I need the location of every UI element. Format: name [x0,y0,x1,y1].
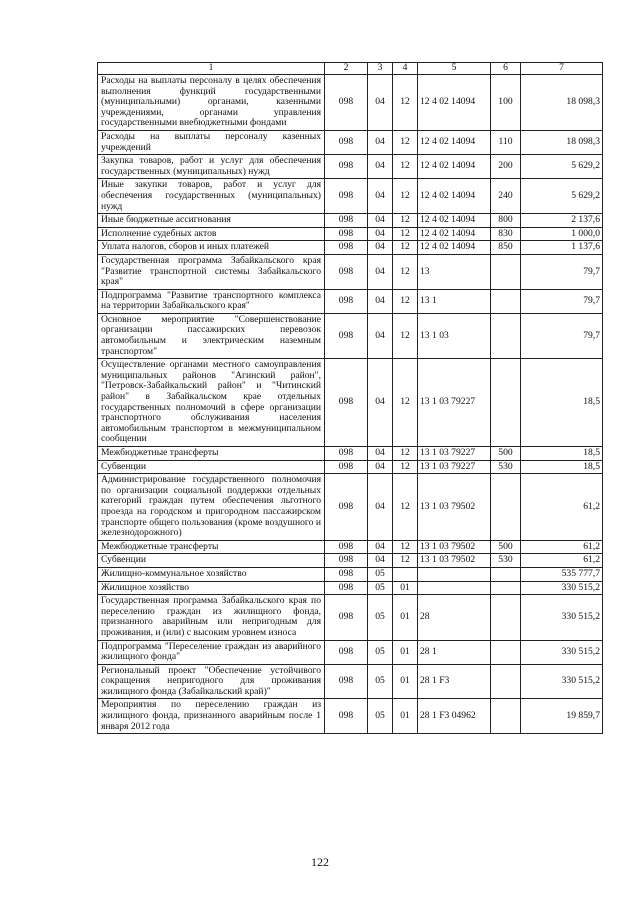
subsection-code-cell: 12 [393,359,418,447]
subsection-code-cell: 12 [393,540,418,554]
expense-type-cell [491,254,521,289]
ministry-code-cell: 098 [325,554,368,568]
subsection-code-cell: 12 [393,254,418,289]
row-name-cell: Мероприятия по переселению граждан из жилищного фонда, признанного аварийным после 1 января 2012 года [98,699,325,734]
expense-type-cell: 240 [491,179,521,214]
subsection-code-cell: 12 [393,447,418,461]
subsection-code-cell: 12 [393,130,418,154]
expense-type-cell: 200 [491,155,521,179]
ministry-code-cell: 098 [325,447,368,461]
target-article-cell: 13 1 03 79227 [418,460,491,474]
expense-type-cell [491,699,521,734]
table-row [98,447,603,461]
expense-type-cell: 110 [491,130,521,154]
column-header: 6 [491,63,521,75]
ministry-code-cell: 098 [325,179,368,214]
row-name-cell: Жилищно-коммунальное хозяйство [98,567,325,581]
section-code-cell: 04 [368,313,393,358]
ministry-code-cell: 098 [325,75,368,131]
amount-cell: 79,7 [521,313,603,358]
expense-type-cell [491,567,521,581]
row-name-cell: Основное мероприятие "Совершенствование организации пассажирских перевозок автомобильным и электрическим наземным транспортом" [98,313,325,358]
table-row [98,75,603,131]
section-code-cell: 04 [368,474,393,541]
table-row [98,460,603,474]
subsection-code-cell: 12 [393,313,418,358]
target-article-cell: 12 4 02 14094 [418,130,491,154]
ministry-code-cell: 098 [325,460,368,474]
target-article-cell: 13 1 [418,289,491,313]
row-name-cell: Субвенции [98,460,325,474]
table-row [98,554,603,568]
expense-type-cell [491,595,521,640]
expense-type-cell [491,640,521,664]
target-article-cell [418,567,491,581]
target-article-cell: 12 4 02 14094 [418,75,491,131]
table-row [98,359,603,447]
target-article-cell: 13 1 03 79227 [418,447,491,461]
row-name-cell: Региональный проект "Обеспечение устойчивого сокращения непригодного для проживания жилищного фонда (Забайкальский край)" [98,664,325,699]
table-row [98,155,603,179]
section-code-cell: 04 [368,155,393,179]
ministry-code-cell: 098 [325,227,368,241]
table-row [98,540,603,554]
target-article-cell: 28 [418,595,491,640]
row-name-cell: Государственная программа Забайкальского края "Развитие транспортной системы Забайкальского края" [98,254,325,289]
table-row [98,179,603,214]
amount-cell: 61,2 [521,474,603,541]
ministry-code-cell: 098 [325,313,368,358]
ministry-code-cell: 098 [325,699,368,734]
row-name-cell: Жилищное хозяйство [98,581,325,595]
subsection-code-cell: 12 [393,289,418,313]
subsection-code-cell: 12 [393,227,418,241]
target-article-cell: 28 1 F3 [418,664,491,699]
target-article-cell: 13 1 03 [418,313,491,358]
column-header: 5 [418,63,491,75]
section-code-cell: 04 [368,359,393,447]
ministry-code-cell: 098 [325,581,368,595]
section-code-cell: 05 [368,699,393,734]
table-row [98,241,603,255]
subsection-code-cell: 01 [393,664,418,699]
amount-cell: 18,5 [521,447,603,461]
table-row [98,313,603,358]
amount-cell: 2 137,6 [521,214,603,228]
subsection-code-cell: 01 [393,699,418,734]
section-code-cell: 04 [368,227,393,241]
target-article-cell: 12 4 02 14094 [418,155,491,179]
target-article-cell: 12 4 02 14094 [418,241,491,255]
amount-cell: 5 629,2 [521,179,603,214]
row-name-cell: Государственная программа Забайкальского края по переселению граждан из жилищного фонда, признанного аварийным или непригодным для проживания, и (или) с высоким уровнем износа [98,595,325,640]
table-body [98,75,603,734]
ministry-code-cell: 098 [325,130,368,154]
expense-type-cell [491,581,521,595]
ministry-code-cell: 098 [325,474,368,541]
section-code-cell: 04 [368,75,393,131]
table-row [98,567,603,581]
row-name-cell: Администрирование государственного полномочия по организации социальной поддержки отдельных категорий граждан путем обеспечения льготного проезда на городском и пригородном пассажирском транспорте общего пользования (кроме воздушного и железнодорожного) [98,474,325,541]
subsection-code-cell: 01 [393,640,418,664]
ministry-code-cell: 098 [325,241,368,255]
section-code-cell: 04 [368,540,393,554]
section-code-cell: 04 [368,447,393,461]
amount-cell: 330 515,2 [521,640,603,664]
amount-cell: 330 515,2 [521,664,603,699]
column-header: 2 [325,63,368,75]
target-article-cell: 13 1 03 79502 [418,540,491,554]
section-code-cell: 05 [368,640,393,664]
subsection-code-cell: 12 [393,554,418,568]
table-row [98,289,603,313]
expense-type-cell: 500 [491,540,521,554]
ministry-code-cell: 098 [325,595,368,640]
section-code-cell: 05 [368,567,393,581]
row-name-cell: Расходы на выплаты персоналу в целях обеспечения выполнения функций государственными (муниципальными) органами, казенными учреждениями, органами управления государственными внебюджетными фондами [98,75,325,131]
amount-cell: 18 098,3 [521,130,603,154]
table-row [98,699,603,734]
expense-type-cell: 100 [491,75,521,131]
target-article-cell: 13 [418,254,491,289]
column-header: 3 [368,63,393,75]
amount-cell: 61,2 [521,554,603,568]
amount-cell: 1 000,0 [521,227,603,241]
target-article-cell: 13 1 03 79227 [418,359,491,447]
section-code-cell: 04 [368,179,393,214]
expense-type-cell [491,289,521,313]
expense-type-cell: 800 [491,214,521,228]
table-header-row [98,63,603,75]
target-article-cell: 12 4 02 14094 [418,227,491,241]
expense-type-cell: 500 [491,447,521,461]
target-article-cell: 28 1 [418,640,491,664]
table-row [98,254,603,289]
expense-type-cell: 830 [491,227,521,241]
section-code-cell: 04 [368,460,393,474]
subsection-code-cell: 01 [393,595,418,640]
ministry-code-cell: 098 [325,567,368,581]
target-article-cell: 13 1 03 79502 [418,474,491,541]
ministry-code-cell: 098 [325,214,368,228]
row-name-cell: Расходы на выплаты персоналу казенных учреждений [98,130,325,154]
amount-cell: 19 859,7 [521,699,603,734]
subsection-code-cell: 01 [393,581,418,595]
ministry-code-cell: 098 [325,155,368,179]
ministry-code-cell: 098 [325,359,368,447]
amount-cell: 61,2 [521,540,603,554]
table-row [98,227,603,241]
subsection-code-cell [393,567,418,581]
amount-cell: 18,5 [521,359,603,447]
ministry-code-cell: 098 [325,540,368,554]
row-name-cell: Подпрограмма "Развитие транспортного комплекса на территории Забайкальского края" [98,289,325,313]
target-article-cell: 28 1 F3 04962 [418,699,491,734]
amount-cell: 535 777,7 [521,567,603,581]
row-name-cell: Подпрограмма "Переселение граждан из аварийного жилищного фонда" [98,640,325,664]
row-name-cell: Уплата налогов, сборов и иных платежей [98,241,325,255]
row-name-cell: Осуществление органами местного самоуправления муниципальных районов "Агинский район", "Петровск-Забайкальский район" и "Читинский район" в Забайкальском крае отдельных государственных полномочий в сфере организации транспортного обслуживания населения автомобильным транспортом в межмуниципальном сообщении [98,359,325,447]
row-name-cell: Межбюджетные трансферты [98,540,325,554]
row-name-cell: Межбюджетные трансферты [98,447,325,461]
section-code-cell: 04 [368,289,393,313]
expense-type-cell [491,313,521,358]
amount-cell: 330 515,2 [521,581,603,595]
target-article-cell: 13 1 03 79502 [418,554,491,568]
section-code-cell: 04 [368,130,393,154]
ministry-code-cell: 098 [325,254,368,289]
amount-cell: 79,7 [521,254,603,289]
amount-cell: 5 629,2 [521,155,603,179]
target-article-cell: 12 4 02 14094 [418,214,491,228]
expense-type-cell [491,664,521,699]
amount-cell: 1 137,6 [521,241,603,255]
section-code-cell: 04 [368,241,393,255]
table-row [98,581,603,595]
expense-type-cell [491,474,521,541]
target-article-cell: 12 4 02 14094 [418,179,491,214]
amount-cell: 18 098,3 [521,75,603,131]
table-row [98,474,603,541]
expense-type-cell: 850 [491,241,521,255]
budget-table [97,62,603,734]
page-number: 122 [311,855,329,869]
ministry-code-cell: 098 [325,289,368,313]
table-row [98,664,603,699]
section-code-cell: 05 [368,664,393,699]
amount-cell: 79,7 [521,289,603,313]
table-row [98,640,603,664]
expense-type-cell [491,359,521,447]
row-name-cell: Субвенции [98,554,325,568]
amount-cell: 330 515,2 [521,595,603,640]
ministry-code-cell: 098 [325,664,368,699]
target-article-cell [418,581,491,595]
section-code-cell: 04 [368,214,393,228]
section-code-cell: 05 [368,595,393,640]
expense-type-cell: 530 [491,554,521,568]
column-header: 7 [521,63,603,75]
column-header: 4 [393,63,418,75]
subsection-code-cell: 12 [393,75,418,131]
expense-type-cell: 530 [491,460,521,474]
section-code-cell: 04 [368,554,393,568]
column-header: 1 [98,63,325,75]
row-name-cell: Иные закупки товаров, работ и услуг для обеспечения государственных (муниципальных) нужд [98,179,325,214]
amount-cell: 18,5 [521,460,603,474]
subsection-code-cell: 12 [393,241,418,255]
subsection-code-cell: 12 [393,214,418,228]
section-code-cell: 04 [368,254,393,289]
row-name-cell: Исполнение судебных актов [98,227,325,241]
row-name-cell: Иные бюджетные ассигнования [98,214,325,228]
subsection-code-cell: 12 [393,460,418,474]
ministry-code-cell: 098 [325,640,368,664]
row-name-cell: Закупка товаров, работ и услуг для обеспечения государственных (муниципальных) нужд [98,155,325,179]
subsection-code-cell: 12 [393,179,418,214]
table-row [98,214,603,228]
table-row [98,595,603,640]
subsection-code-cell: 12 [393,474,418,541]
subsection-code-cell: 12 [393,155,418,179]
table-row [98,130,603,154]
section-code-cell: 05 [368,581,393,595]
